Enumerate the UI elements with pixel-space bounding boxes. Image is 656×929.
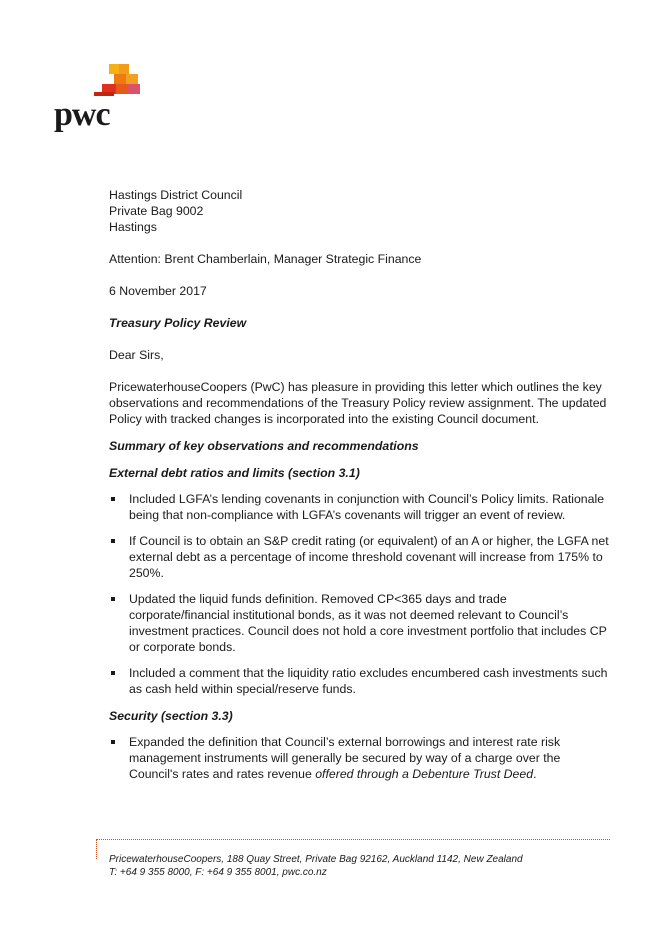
list-item: If Council is to obtain an S&P credit rating (or equivalent) of an A or higher, the LGFA net external debt as a percentage of income threshold covenant will increase from 175% to 250%.: [109, 533, 609, 581]
bullet-icon: [111, 597, 115, 601]
letter-date: 6 November 2017: [109, 284, 207, 298]
address-line-2: Private Bag 9002: [109, 204, 204, 218]
section-heading-security: Security (section 3.3): [109, 709, 233, 723]
footer-divider: [96, 839, 610, 840]
list-item: Updated the liquid funds definition. Removed CP<365 days and trade corporate/financial institutional bonds, as it was not deemed relevant to Council’s investment practices. Council does not hold a core investment portfolio that includes CP or corporate bonds.: [109, 591, 609, 655]
logo-square-2: [119, 64, 129, 74]
logo-wordmark: pwc: [54, 96, 110, 133]
summary-heading: Summary of key observations and recommendations: [109, 439, 419, 453]
address-line-1: Hastings District Council: [109, 188, 243, 202]
list-item: Included LGFA’s lending covenants in conjunction with Council’s Policy limits. Rationale being that non-compliance with LGFA’s covenants will trigger an event of review.: [109, 491, 609, 523]
address-line-3: Hastings: [109, 220, 157, 234]
logo-square-7: [128, 84, 140, 94]
footer-divider-vertical: [96, 839, 97, 859]
section-heading-debt: External debt ratios and limits (section 3.1): [109, 466, 360, 480]
attention-line: Attention: Brent Chamberlain, Manager Strategic Finance: [109, 252, 422, 266]
logo-square-4: [126, 74, 138, 84]
bullet-icon: [111, 539, 115, 543]
security-bullet-list: [109, 734, 609, 782]
logo-square-3: [114, 74, 126, 84]
salutation: Dear Sirs,: [109, 348, 164, 362]
list-item: Expanded the definition that Council’s external borrowings and interest rate risk management instruments will generally be secured by way of a charge over the Council's rates and rates revenue offered through a Debenture Trust Deed.: [109, 734, 609, 782]
logo-square-6: [116, 84, 128, 94]
bullet-icon: [111, 671, 115, 675]
intro-paragraph: PricewaterhouseCoopers (PwC) has pleasure in providing this letter which outlines the key observations and recommendations of the Treasury Policy review assignment. The updated Policy with tracked changes is incorporated into the existing Council document.: [109, 380, 607, 426]
footer: [109, 853, 523, 879]
footer-address: PricewaterhouseCoopers, 188 Quay Street, Private Bag 92162, Auckland 1142, New Zealand: [109, 854, 523, 865]
list-item: Included a comment that the liquidity ratio excludes encumbered cash investments such as cash held within special/reserve funds.: [109, 665, 609, 697]
recipient-address: [109, 187, 609, 235]
debt-bullet-list: [109, 491, 609, 697]
bullet-icon: [111, 497, 115, 501]
logo-square-1: [109, 64, 119, 74]
pwc-logo: [54, 64, 144, 134]
bullet-icon: [111, 740, 115, 744]
letter-body: [109, 187, 609, 782]
subject-heading: Treasury Policy Review: [109, 316, 247, 330]
footer-contact: T: +64 9 355 8000, F: +64 9 355 8001, pwc.co.nz: [109, 867, 327, 878]
